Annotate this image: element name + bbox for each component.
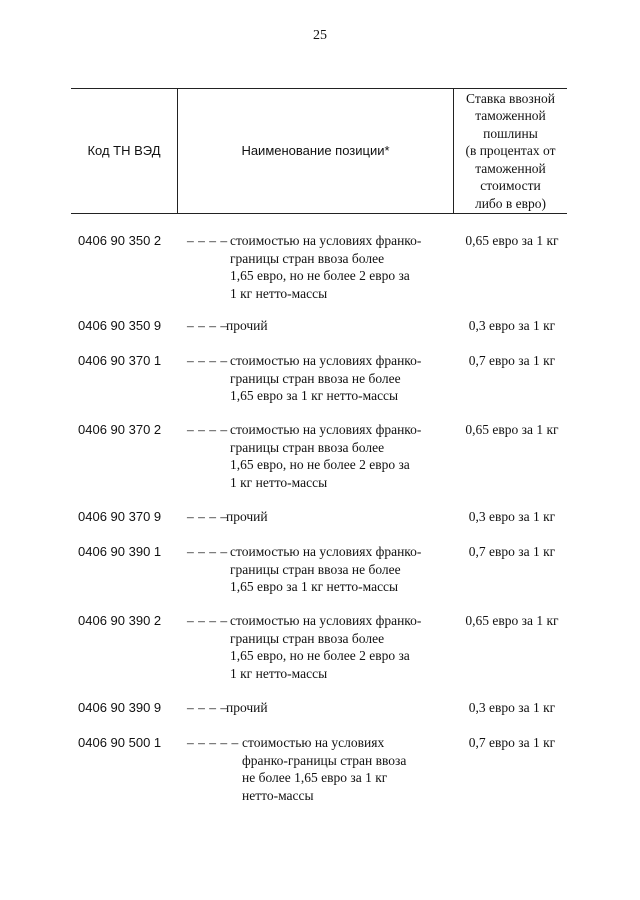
- row-description: [226, 699, 268, 717]
- row-description-line: не более 1,65 евро за 1 кг: [242, 770, 388, 785]
- row-description-line: прочий: [226, 509, 268, 524]
- row-description: [230, 543, 421, 596]
- row-rate: 0,3 евро за 1 кг: [468, 318, 556, 333]
- row-description-line: 1,65 евро, но не более 2 евро за: [230, 457, 410, 472]
- header-rate-line: таможенной: [475, 108, 546, 124]
- row-code: 0406 90 370 1: [78, 353, 162, 368]
- row-description: [230, 352, 421, 405]
- page-number: 25: [313, 28, 327, 43]
- row-code: 0406 90 350 9: [78, 318, 162, 333]
- row-indent-dashes: – – – –: [187, 700, 228, 715]
- tariff-table: [71, 88, 567, 803]
- row-description-line: границы стран ввоза не более: [230, 561, 401, 577]
- header-rate: [454, 89, 567, 213]
- row-rate: 0,65 евро за 1 кг: [465, 422, 559, 437]
- row-rate: 0,65 евро за 1 кг: [465, 233, 559, 248]
- row-description: [226, 317, 268, 335]
- row-indent-dashes: – – – –: [187, 509, 228, 524]
- header-rate-line: пошлины: [483, 125, 538, 141]
- row-description: [230, 232, 421, 302]
- header-rate-line: таможенной: [475, 160, 546, 176]
- row-description: [226, 508, 268, 526]
- row-description-line: франко-границы стран ввоза: [242, 752, 407, 768]
- row-description-line: границы стран ввоза не более: [230, 370, 401, 386]
- row-code: 0406 90 370 2: [78, 422, 162, 437]
- row-rate: 0,7 евро за 1 кг: [468, 544, 556, 559]
- row-indent-dashes: – – – –: [187, 613, 228, 628]
- row-description-line: стоимостью на условиях: [242, 735, 385, 750]
- row-indent-dashes: – – – –: [187, 318, 228, 333]
- row-indent-dashes: – – – –: [187, 353, 228, 368]
- header-name: Наименование позиции*: [241, 143, 390, 159]
- row-description-line: нетто-массы: [242, 787, 314, 803]
- row-description-line: стоимостью на условиях франко-: [230, 613, 422, 628]
- row-indent-dashes: – – – –: [187, 422, 228, 437]
- row-description-line: прочий: [226, 318, 268, 333]
- row-code: 0406 90 390 2: [78, 613, 162, 628]
- row-indent-dashes: – – – – –: [187, 735, 239, 750]
- row-description-line: стоимостью на условиях франко-: [230, 544, 422, 559]
- row-description-line: 1,65 евро, но не более 2 евро за: [230, 268, 410, 283]
- row-code: 0406 90 390 1: [78, 544, 162, 559]
- row-code: 0406 90 500 1: [78, 735, 162, 750]
- row-description-line: 1 кг нетто-массы: [230, 285, 328, 301]
- row-rate: 0,3 евро за 1 кг: [468, 509, 556, 524]
- row-description-line: стоимостью на условиях франко-: [230, 422, 422, 437]
- row-code: 0406 90 370 9: [78, 509, 162, 524]
- row-rate: 0,7 евро за 1 кг: [468, 735, 556, 750]
- row-indent-dashes: – – – –: [187, 233, 228, 248]
- row-description: [230, 421, 421, 491]
- row-description-line: 1 кг нетто-массы: [230, 474, 328, 490]
- row-description-line: 1,65 евро за 1 кг нетто-массы: [230, 579, 399, 594]
- row-description-line: границы стран ввоза более: [230, 630, 385, 646]
- row-description-line: 1,65 евро, но не более 2 евро за: [230, 648, 410, 663]
- row-description-line: стоимостью на условиях франко-: [230, 233, 422, 248]
- row-description: [230, 612, 421, 682]
- table-header: [71, 88, 567, 214]
- header-rate-line: Ставка ввозной: [466, 90, 555, 106]
- row-description-line: границы стран ввоза более: [230, 439, 385, 455]
- row-rate: 0,7 евро за 1 кг: [468, 353, 556, 368]
- row-rate: 0,3 евро за 1 кг: [468, 700, 556, 715]
- header-rate-line: либо в евро): [474, 195, 547, 211]
- row-description: [242, 734, 406, 804]
- header-rate-line: стоимости: [480, 178, 541, 194]
- row-code: 0406 90 390 9: [78, 700, 162, 715]
- row-rate: 0,65 евро за 1 кг: [465, 613, 559, 628]
- row-description-line: прочий: [226, 700, 268, 715]
- row-description-line: 1,65 евро за 1 кг нетто-массы: [230, 388, 399, 403]
- row-description-line: 1 кг нетто-массы: [230, 665, 328, 681]
- row-description-line: стоимостью на условиях франко-: [230, 353, 422, 368]
- header-rate-line: (в процентах от: [465, 143, 556, 159]
- row-description-line: границы стран ввоза более: [230, 250, 385, 266]
- header-code: Код ТН ВЭД: [87, 143, 161, 159]
- row-code: 0406 90 350 2: [78, 233, 162, 248]
- row-indent-dashes: – – – –: [187, 544, 228, 559]
